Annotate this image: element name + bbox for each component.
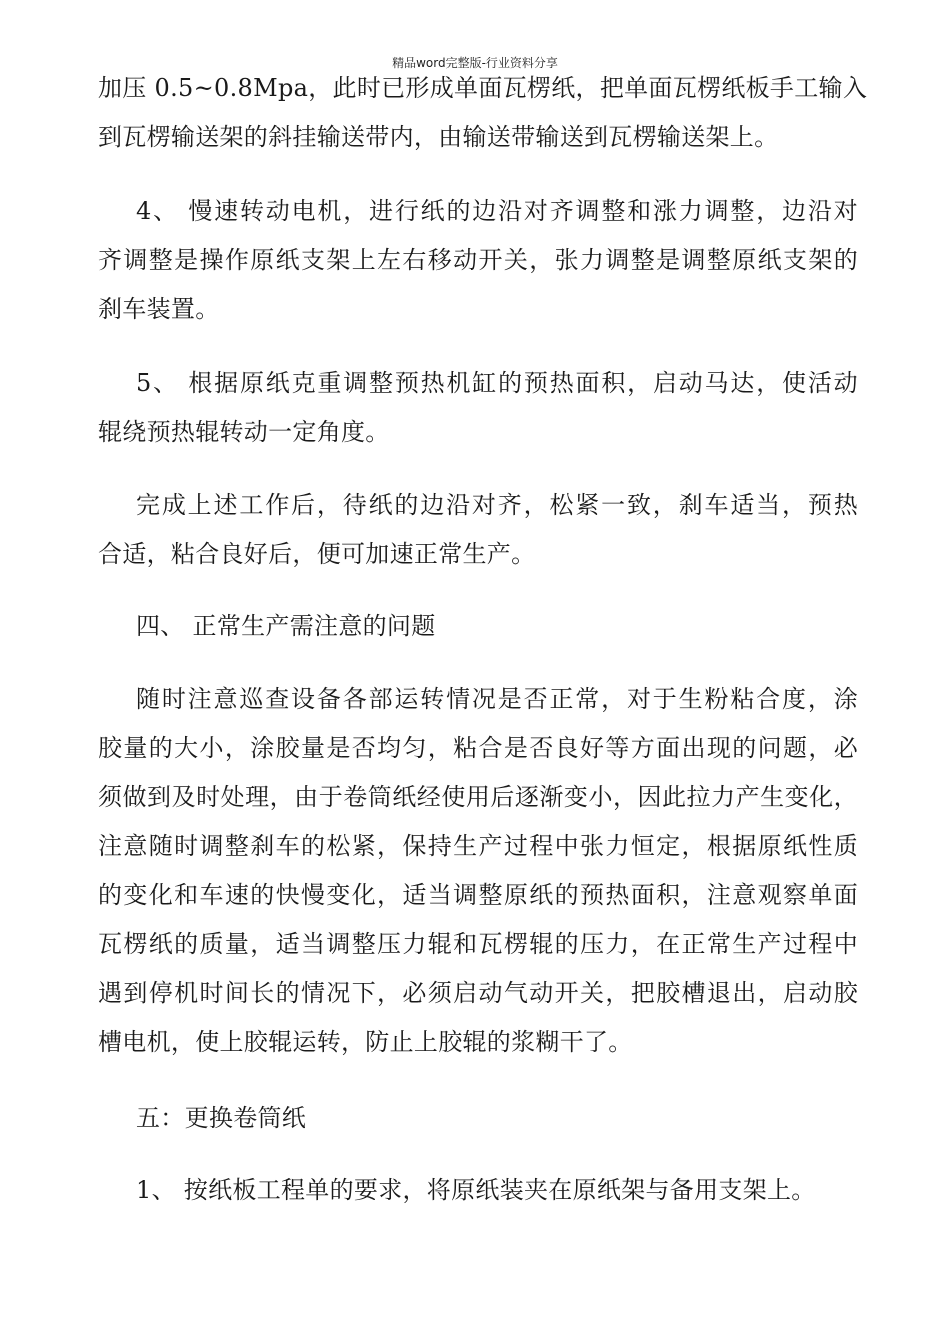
page-header: 精品word完整版-行业资料分享 xyxy=(392,56,558,70)
text-line: 槽电机，使上胶辊运转，防止上胶辊的浆糊干了。 xyxy=(98,1028,633,1056)
paragraph-step-4 xyxy=(98,187,858,334)
text-line: 须做到及时处理，由于卷筒纸经使用后逐渐变小，因此拉力产生变化， xyxy=(98,783,858,811)
section-heading-5 xyxy=(98,1094,858,1143)
paragraph-inspection xyxy=(98,675,858,1067)
text-line: 辊绕预热辊转动一定角度。 xyxy=(98,418,390,446)
text-line: 遇到停机时间长的情况下，必须启动气动开关，把胶槽退出，启动胶 xyxy=(98,979,858,1007)
text-line: 刹车装置。 xyxy=(98,295,220,323)
text-line: 4、 慢速转动电机，进行纸的边沿对齐调整和涨力调整，边沿对 xyxy=(136,197,858,225)
text-line: 到瓦楞输送架的斜挂输送带内，由输送带输送到瓦楞输送架上。 xyxy=(98,123,779,151)
section-heading-4 xyxy=(98,602,858,651)
text-line: 注意随时调整刹车的松紧，保持生产过程中张力恒定，根据原纸性质 xyxy=(98,832,858,860)
text-line: 完成上述工作后，待纸的边沿对齐，松紧一致，刹车适当，预热 xyxy=(136,491,858,519)
text-line: 5、 根据原纸克重调整预热机缸的预热面积，启动马达，使活动 xyxy=(136,369,858,397)
text-line: 1、 按纸板工程单的要求，将原纸装夹在原纸架与备用支架上。 xyxy=(136,1176,816,1204)
section-heading-text: 四、 正常生产需注意的问题 xyxy=(136,612,436,640)
text-line: 随时注意巡查设备各部运转情况是否正常，对于生粉粘合度，涂 xyxy=(136,685,858,713)
section-heading-text: 五：更换卷筒纸 xyxy=(136,1104,307,1132)
text-line: 合适，粘合良好后，便可加速正常生产。 xyxy=(98,540,536,568)
paragraph-step-5 xyxy=(98,359,858,457)
paragraph-after-work xyxy=(98,481,858,579)
paragraph-step-1 xyxy=(98,1166,858,1215)
text-line: 加压 0.5~0.8Mpa，此时已形成单面瓦楞纸，把单面瓦楞纸板手工输入 xyxy=(98,74,868,102)
text-line: 瓦楞纸的质量，适当调整压力辊和瓦楞辊的压力，在正常生产过程中 xyxy=(98,930,858,958)
paragraph-continuation xyxy=(98,64,868,162)
text-line: 齐调整是操作原纸支架上左右移动开关，张力调整是调整原纸支架的 xyxy=(98,246,858,274)
text-line: 的变化和车速的快慢变化，适当调整原纸的预热面积，注意观察单面 xyxy=(98,881,858,909)
text-line: 胶量的大小，涂胶量是否均匀，粘合是否良好等方面出现的问题，必 xyxy=(98,734,858,762)
